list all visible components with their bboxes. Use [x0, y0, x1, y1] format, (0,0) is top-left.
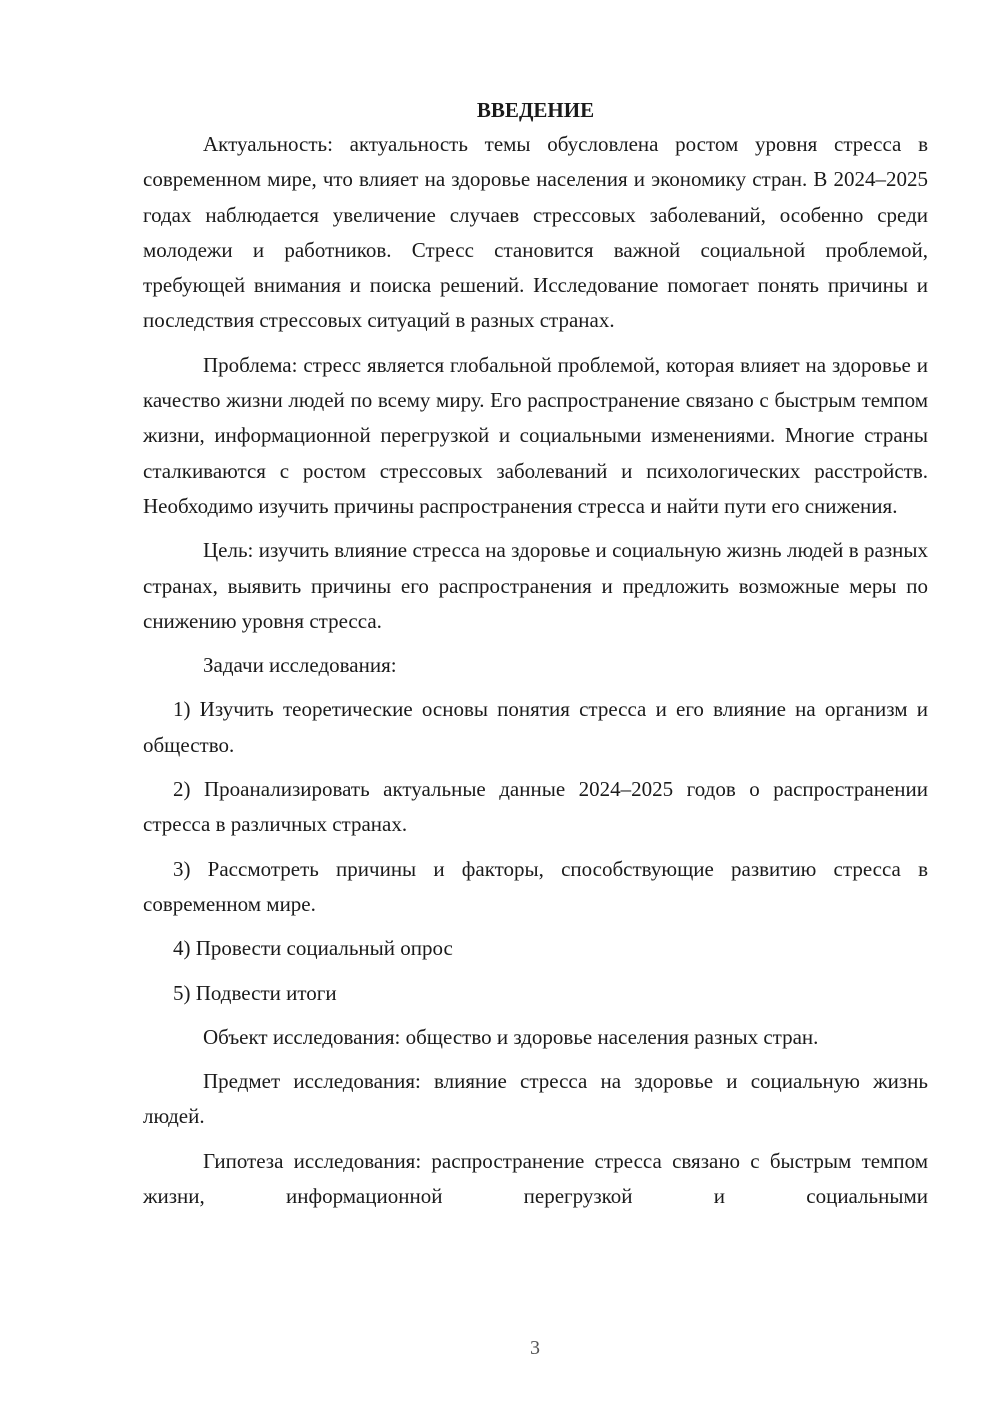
paragraph-problem: Проблема: стресс является глобальной проблемой, которая влияет на здоровье и качество жизни людей по всему миру. Его распространение связано с быстрым темпом жизни, информационной перегрузкой и социальными изменениями. Многие страны сталкиваются с ростом стрессовых заболеваний и психологических расстройств. Необходимо изучить причины распространения стресса и найти пути его снижения.	[143, 352, 928, 518]
paragraph-tasks-heading: Задачи исследования:	[203, 653, 397, 678]
task-item-3: 3) Рассмотреть причины и факторы, способствующие развитию стресса в современном мире.	[143, 856, 928, 916]
task-item-2: 2) Проанализировать актуальные данные 2024–2025 годов о распространении стресса в различных странах.	[143, 777, 928, 837]
section-title: ВВЕДЕНИЕ	[476, 98, 595, 122]
task-item-5: 5) Подвести итоги	[173, 980, 337, 1005]
paragraph-object: Объект исследования: общество и здоровье населения разных стран.	[203, 1024, 819, 1049]
paragraph-hypothesis: Гипотеза исследования: распространение стресса связано с быстрым темпом жизни, информационной перегрузкой и социальными	[143, 1148, 928, 1209]
paragraph-goal: Цель: изучить влияние стресса на здоровье и социальную жизнь людей в разных странах, выявить причины его распространения и предложить возможные меры по снижению уровня стресса.	[143, 538, 928, 633]
page-content	[143, 95, 928, 1214]
paragraph-relevance: Актуальность: актуальность темы обусловлена ростом уровня стресса в современном мире, что влияет на здоровье населения и экономику стран. В 2024–2025 годах наблюдается увеличение случаев стрессовых заболеваний, особенно среди молодежи и работников. Стресс становится важной социальной проблемой, требующей внимания и поиска решений. Исследование помогает понять причины и последствия стрессовых ситуаций в разных странах.	[143, 132, 928, 333]
task-item-1: 1) Изучить теоретические основы понятия стресса и его влияние на организм и общество.	[143, 697, 928, 757]
paragraph-subject: Предмет исследования: влияние стресса на здоровье и социальную жизнь людей.	[143, 1069, 928, 1129]
task-item-4: 4) Провести социальный опрос	[173, 936, 453, 961]
page-number: 3	[530, 1337, 540, 1359]
